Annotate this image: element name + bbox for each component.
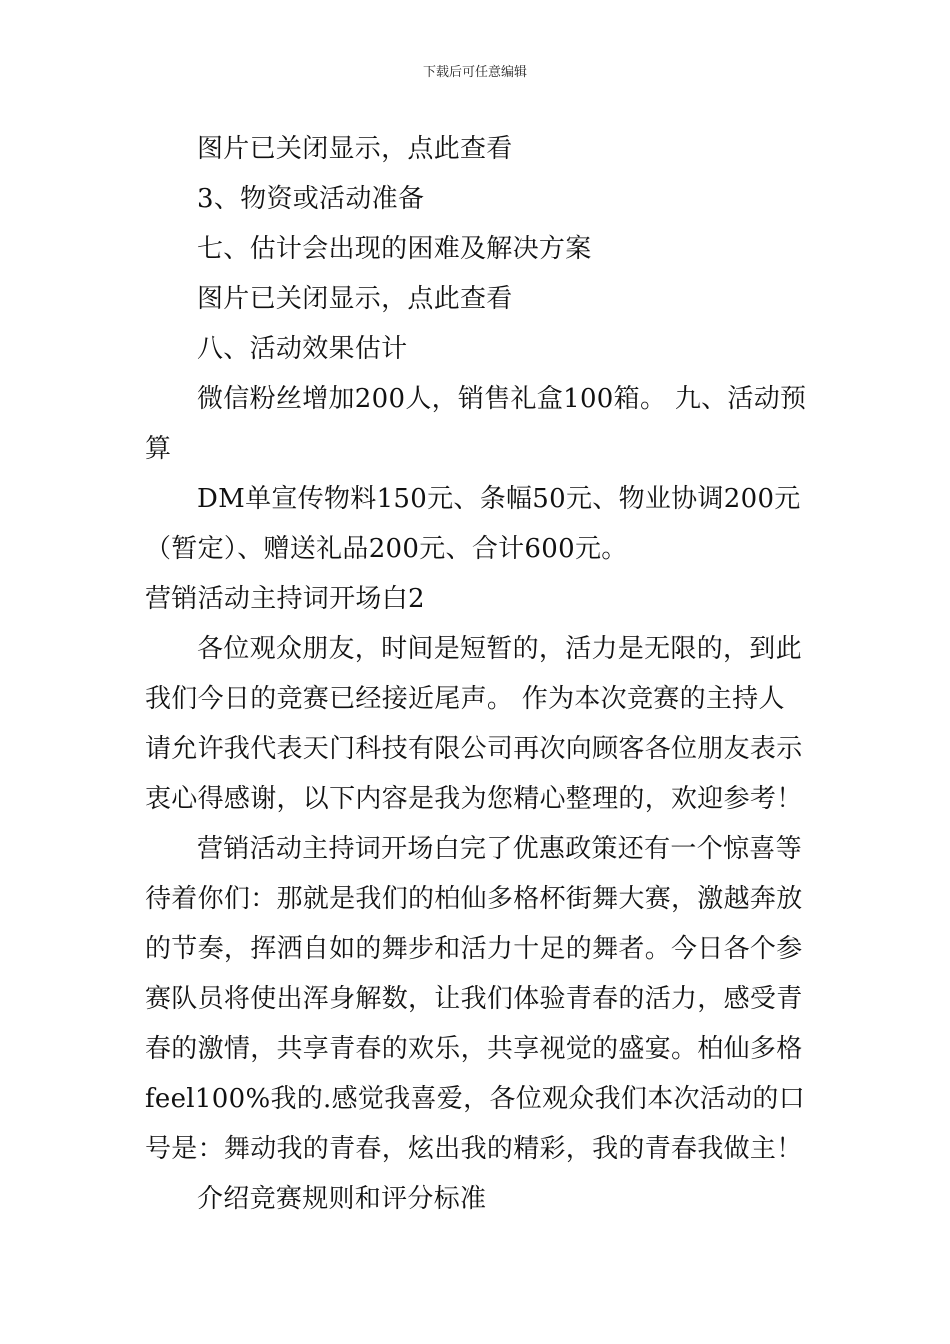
body-paragraph: 微信粉丝增加200人，销售礼盒100箱。 九、活动预算 bbox=[145, 384, 807, 464]
section-heading: 八、活动效果估计 bbox=[197, 334, 408, 364]
article-title: 营销活动主持词开场白2 bbox=[145, 584, 425, 614]
section-heading: 七、估计会出现的困难及解决方案 bbox=[197, 234, 592, 264]
body-paragraph: 各位观众朋友，时间是短暂的，活力是无限的，到此我们今日的竞赛已经接近尾声。 作为本次竞赛的主持人请允许我代表天门科技有限公司再次向顾客各位朋友表示衷心得感谢，以下内容是我为您精心整理的，欢迎参考！ bbox=[145, 634, 803, 814]
section-heading: 介绍竞赛规则和评分标准 bbox=[197, 1184, 487, 1214]
body-paragraph: 营销活动主持词开场白完了优惠政策还有一个惊喜等待着你们：那就是我们的柏仙多格杯街舞大赛，激越奔放的节奏，挥洒自如的舞步和活力十足的舞者。今日各个参赛队员将使出浑身解数，让我们体验青春的活力，感受青春的激情，共享青春的欢乐，共享视觉的盛宴。柏仙多格feel100%我的.感觉我喜爱，各位观众我们本次活动的口号是：舞动我的青春，炫出我的精彩，我的青春我做主！ bbox=[145, 834, 806, 1164]
page-header-note: 下载后可任意编辑 bbox=[422, 65, 527, 80]
document-body bbox=[145, 124, 810, 1224]
body-paragraph: DM单宣传物料150元、条幅50元、物业协调200元（暂定）、赠送礼品200元、合计600元。 bbox=[145, 484, 801, 564]
image-placeholder-text[interactable]: 图片已关闭显示，点此查看 bbox=[197, 284, 513, 314]
section-heading: 3、物资或活动准备 bbox=[197, 184, 425, 214]
image-placeholder-text[interactable]: 图片已关闭显示，点此查看 bbox=[197, 134, 513, 164]
